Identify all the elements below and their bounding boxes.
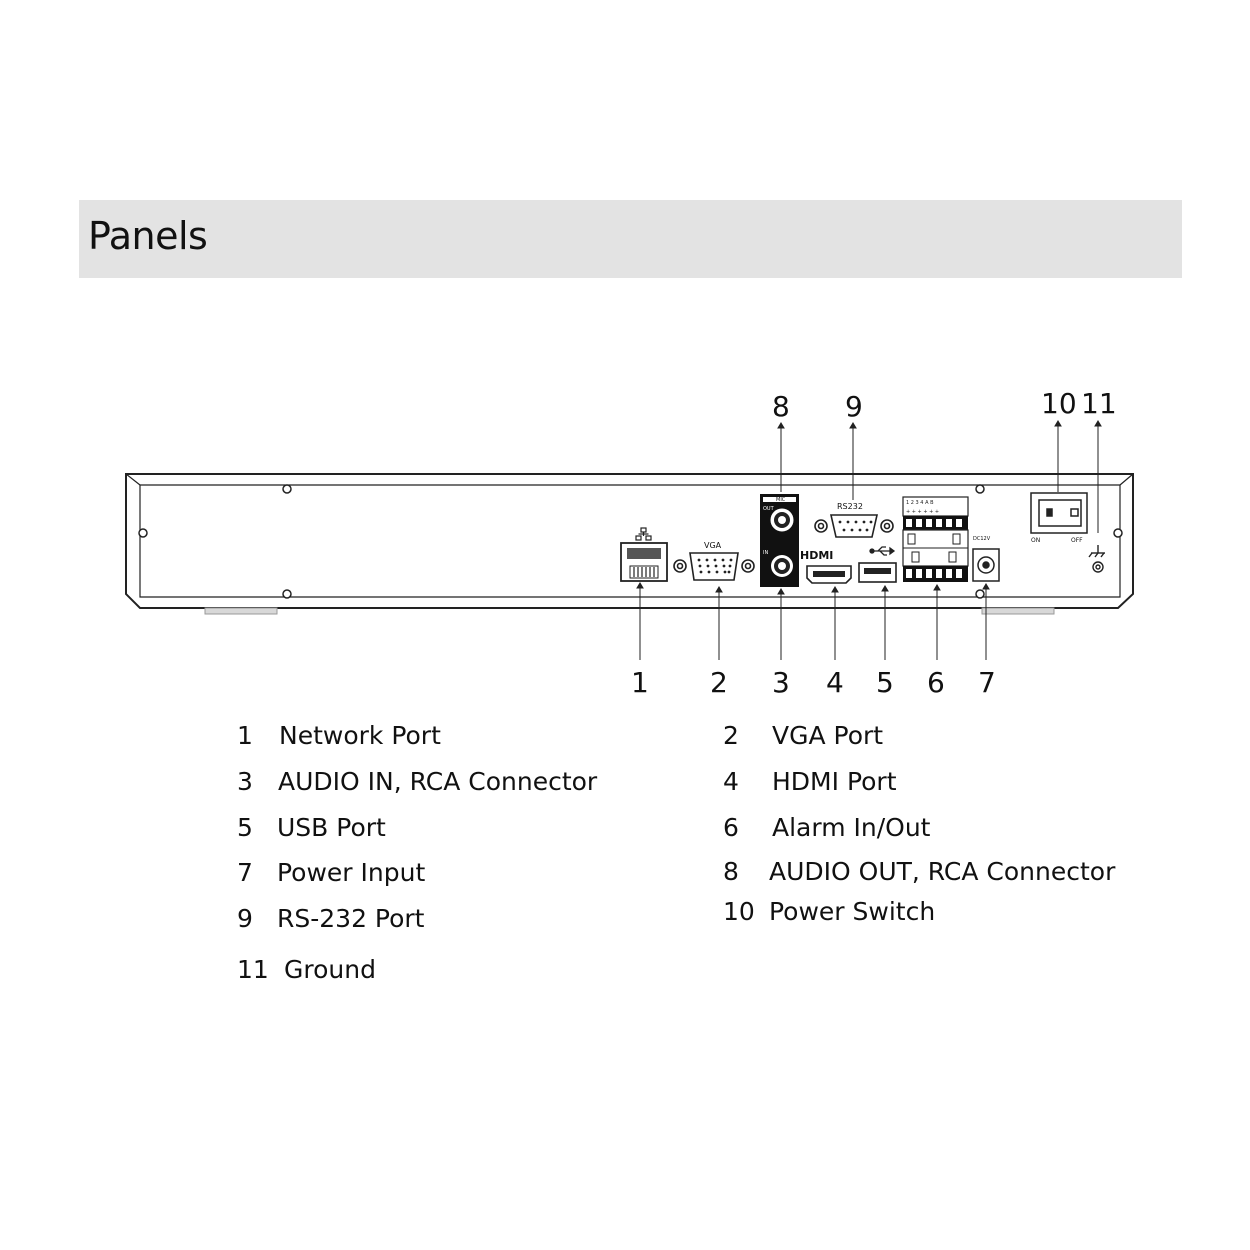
callout-3: 3: [772, 666, 790, 699]
callout-5: 5: [876, 666, 894, 699]
power-switch: [1031, 493, 1087, 533]
switch-off-label: OFF: [1071, 537, 1083, 544]
mic-label: MIC: [776, 497, 786, 503]
legend-item-ground: 11 Ground: [237, 955, 376, 984]
switch-on-label: ON: [1031, 537, 1041, 544]
callout-6: 6: [927, 666, 945, 699]
callout-1: 1: [631, 666, 649, 699]
audio-in-label: IN: [763, 550, 769, 556]
legend-item-rs232-port: 9 RS-232 Port: [237, 904, 425, 933]
foot-right: [982, 608, 1054, 614]
legend-item-power-input: 7 Power Input: [237, 858, 426, 887]
dc-label: DC12V: [973, 536, 991, 542]
callout-8: 8: [772, 390, 790, 423]
network-port: [621, 543, 667, 581]
svg-text:1 2 3 4 A B: 1 2 3 4 A B: [906, 500, 934, 506]
legend-item-audio-in: 3 AUDIO IN, RCA Connector: [237, 767, 598, 796]
section-title: Panels: [88, 214, 208, 258]
rs232-label: RS232: [837, 502, 863, 511]
hdmi-port: [807, 566, 851, 583]
hdmi-label: HDMI: [800, 549, 834, 562]
foot-left: [205, 608, 277, 614]
legend-item-hdmi-port: 4 HDMI Port: [723, 767, 897, 796]
legend-item-usb-port: 5 USB Port: [237, 813, 386, 842]
alarm-terminal-block: [903, 497, 968, 582]
legend-item-vga-port: 2 VGA Port: [723, 721, 884, 750]
callout-11: 11: [1081, 387, 1117, 420]
callout-2: 2: [710, 666, 728, 699]
svg-text:+ + + + + +: + + + + + +: [906, 509, 940, 515]
usb-port: [859, 563, 896, 582]
callout-4: 4: [826, 666, 844, 699]
callout-10: 10: [1041, 387, 1077, 420]
power-input-jack: [973, 549, 999, 581]
legend-item-alarm: 6 Alarm In/Out: [723, 813, 931, 842]
legend-item-power-switch: 10 Power Switch: [723, 897, 936, 926]
callout-9: 9: [845, 390, 863, 423]
audio-out-label: OUT: [763, 506, 774, 512]
legend-item-audio-out: 8 AUDIO OUT, RCA Connector: [723, 857, 1116, 886]
legend-item-network-port: 1 Network Port: [237, 721, 441, 750]
vga-label: VGA: [704, 541, 722, 550]
callout-7: 7: [978, 666, 996, 699]
